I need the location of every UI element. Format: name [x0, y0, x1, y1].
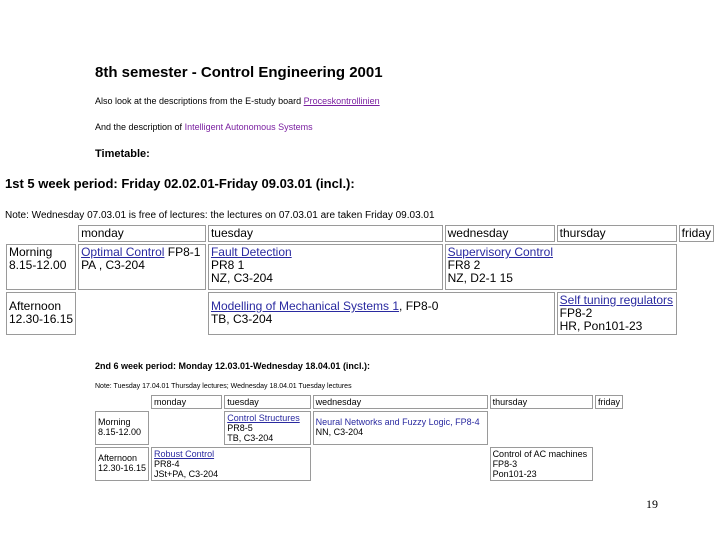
supervisory-control-link[interactable]: Supervisory Control	[447, 245, 553, 259]
control-structures-info: TB, C3-204	[227, 433, 274, 443]
monday-morning-cell	[78, 244, 206, 290]
thursday-afternoon-cell	[557, 292, 677, 335]
empty-cell	[595, 447, 623, 481]
ac-machines-info: Pon101-23	[492, 469, 537, 479]
day-header-friday: friday	[595, 395, 623, 409]
supervisory-control-info: NZ, D2-1 15	[447, 271, 513, 285]
thursday-afternoon-cell	[490, 447, 593, 481]
robust-control-info: JSt+PA, C3-204	[154, 469, 219, 479]
morning-label: Morning	[9, 245, 53, 259]
day-header-tuesday: tuesday	[208, 225, 443, 242]
study-board-text: Also look at the descriptions from the E-study board	[95, 96, 302, 106]
study-board-line	[95, 96, 380, 106]
robust-control-link[interactable]: Robust Control	[154, 449, 215, 459]
morning-time: 8.15-12.00	[98, 427, 142, 437]
afternoon-time: 12.30-16.15	[9, 312, 74, 326]
ias-text: And the description of	[95, 122, 183, 132]
modelling-mechanical-link[interactable]: Modelling of Mechanical Systems 1	[210, 299, 400, 313]
tuesday-morning-cell	[208, 244, 443, 290]
day-header-thursday: thursday	[490, 395, 593, 409]
ac-machines-text: Control of AC machines	[492, 449, 588, 459]
empty-cell	[679, 244, 714, 290]
fault-detection-link[interactable]: Fault Detection	[210, 245, 292, 259]
table-row	[95, 447, 623, 481]
control-structures-room: PR8-5	[227, 423, 253, 433]
tuesday-morning-cell	[224, 411, 310, 445]
table-row	[6, 244, 714, 290]
afternoon-label: Afternoon	[98, 453, 138, 463]
monday-afternoon-cell	[151, 447, 311, 481]
empty-cell	[6, 225, 76, 242]
wednesday-morning-cell	[445, 244, 677, 290]
empty-cell	[595, 411, 623, 445]
optimal-control-info: PA , C3-204	[81, 258, 145, 272]
afternoon-cell	[6, 292, 76, 335]
period2-heading: 2nd 6 week period: Monday 12.03.01-Wednesday 18.04.01 (incl.):	[95, 361, 370, 371]
fault-detection-room: PR8 1	[210, 258, 245, 272]
day-header-friday: friday	[679, 225, 714, 242]
empty-cell	[95, 395, 149, 409]
control-structures-link[interactable]: Control Structures	[227, 413, 300, 423]
ias-link[interactable]: Intelligent Autonomous Systems	[184, 122, 313, 132]
neural-networks-info: NN, C3-204	[315, 427, 364, 437]
period1-heading: 1st 5 week period: Friday 02.02.01-Friday 09.03.01 (incl.):	[5, 176, 355, 191]
afternoon-cell	[95, 447, 149, 481]
page-number: 19	[646, 497, 658, 511]
optimal-control-room: FP8-1	[167, 245, 201, 259]
morning-cell	[6, 244, 76, 290]
tuesday-afternoon-cell	[208, 292, 555, 335]
ias-line	[95, 122, 313, 132]
empty-cell	[78, 292, 206, 335]
day-header-monday: monday	[78, 225, 206, 242]
modelling-mechanical-room: , FP8-0	[399, 299, 439, 313]
afternoon-time: 12.30-16.15	[98, 463, 147, 473]
empty-cell	[490, 411, 593, 445]
table-row	[95, 395, 623, 409]
empty-cell	[313, 447, 488, 481]
supervisory-control-room: FR8 2	[447, 258, 481, 272]
empty-cell	[151, 411, 222, 445]
day-header-wednesday: wednesday	[313, 395, 488, 409]
day-header-wednesday: wednesday	[445, 225, 555, 242]
optimal-control-link[interactable]: Optimal Control	[81, 245, 165, 259]
self-tuning-link[interactable]: Self tuning regulators	[559, 293, 674, 307]
day-header-thursday: thursday	[557, 225, 677, 242]
period2-note: Note: Tuesday 17.04.01 Thursday lectures; Wednesday 18.04.01 Tuesday lectures	[95, 383, 352, 390]
afternoon-label: Afternoon	[9, 299, 62, 313]
self-tuning-info: HR, Pon101-23	[559, 319, 643, 333]
modelling-mechanical-info: TB, C3-204	[210, 312, 273, 326]
table-row	[6, 292, 714, 335]
morning-cell	[95, 411, 149, 445]
table-row	[95, 411, 623, 445]
ac-machines-room: FP8-3	[492, 459, 518, 469]
timetable-label: Timetable:	[95, 148, 150, 160]
period1-note: Note: Wednesday 07.03.01 is free of lectures: the lectures on 07.03.01 are taken Friday 09.03.01	[5, 210, 435, 221]
proceskontrollinien-link[interactable]: Proceskontrollinien	[303, 96, 380, 106]
page-title: 8th semester - Control Engineering 2001	[95, 64, 383, 81]
table-row	[6, 225, 714, 242]
fault-detection-info: NZ, C3-204	[210, 271, 273, 285]
empty-cell	[679, 292, 714, 335]
day-header-monday: monday	[151, 395, 222, 409]
day-header-tuesday: tuesday	[224, 395, 310, 409]
neural-networks-text: Neural Networks and Fuzzy Logic, FP8-4	[315, 417, 480, 427]
morning-time: 8.15-12.00	[9, 258, 67, 272]
period2-timetable	[93, 393, 625, 483]
period1-timetable	[4, 223, 716, 337]
robust-control-room: PR8-4	[154, 459, 180, 469]
wednesday-morning-cell	[313, 411, 488, 445]
self-tuning-room: FP8-2	[559, 306, 593, 320]
morning-label: Morning	[98, 417, 131, 427]
